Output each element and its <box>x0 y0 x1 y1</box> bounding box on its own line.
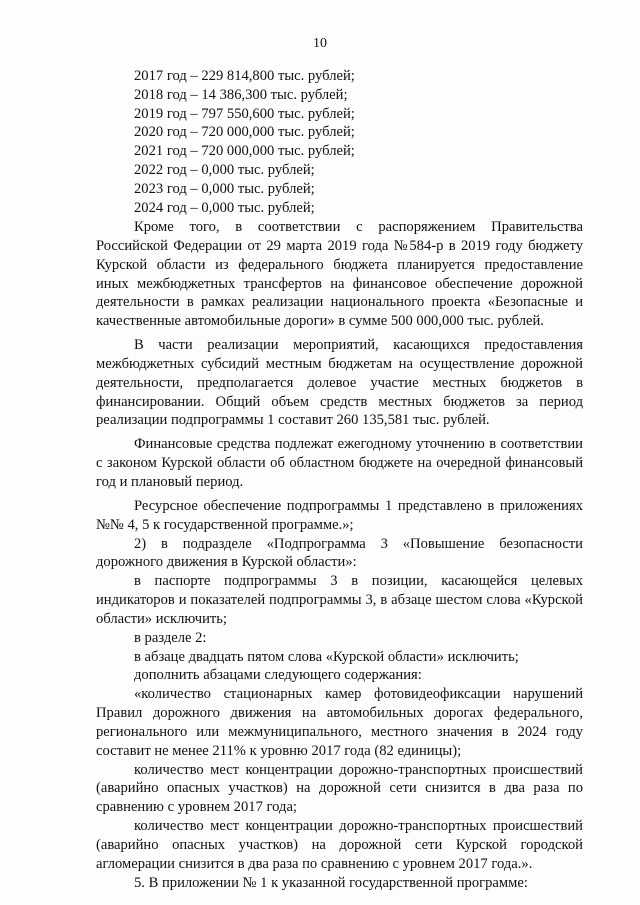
year-line: 2021 год – 720 000,000 тыс. рублей; <box>134 143 355 160</box>
year-line: 2024 год – 0,000 тыс. рублей; <box>134 199 315 216</box>
funding-by-year-list <box>134 67 355 217</box>
paragraph: в паспорте подпрограммы 3 в позиции, касающейся целевых индикаторов и показателей подпрограммы 3, в абзаце шестом слова «Курской области» исключить; <box>96 573 583 627</box>
year-line: 2017 год – 229 814,800 тыс. рублей; <box>134 68 355 84</box>
paragraph: 2) в подразделе «Подпрограмма 3 «Повышение безопасности дорожного движения в Курской области»: <box>96 535 583 571</box>
year-line: 2023 год – 0,000 тыс. рублей; <box>134 180 315 197</box>
paragraph: «количество стационарных камер фотовидеофиксации нарушений Правил дорожного движения на автомобильных дорогах федерального, регионального или межмуниципального, местного значения в 2024 году составит не менее 211% к уровню 2017 года (82 единицы); <box>96 686 583 759</box>
paragraph: дополнить абзацами следующего содержания: <box>134 667 422 684</box>
paragraph: в разделе 2: <box>134 629 207 646</box>
paragraph: Финансовые средства подлежат ежегодному уточнению в соответствии с законом Курской области об областном бюджете на очередной финансовый год и плановый период. <box>96 436 583 490</box>
paragraph: в абзаце двадцать пятом слова «Курской области» исключить; <box>134 648 519 665</box>
page-number: 10 <box>313 36 327 51</box>
year-line: 2018 год – 14 386,300 тыс. рублей; <box>134 86 348 103</box>
document-body <box>96 218 583 893</box>
paragraph: количество мест концентрации дорожно-транспортных происшествий (аварийно опасных участков) на дорожной сети Курской городской агломерации снизится в два раза по сравнению с уровнем 2017 года.». <box>96 818 583 872</box>
paragraph: В части реализации мероприятий, касающихся предоставления межбюджетных субсидий местным бюджетам на осуществление дорожной деятельности, предполагается долевое участие местных бюджетов в финансировании. Общий объем средств местных бюджетов за период реализации подпрограммы 1 составит 260 135,581 тыс. рублей. <box>96 337 583 429</box>
year-line: 2020 год – 720 000,000 тыс. рублей; <box>134 124 355 141</box>
paragraph: Кроме того, в соответствии с распоряжением Правительства Российской Федерации от 29 марта 2019 года №584-р в 2019 году бюджету Курской области из федерального бюджета планируется предоставление иных межбюджетных трансфертов на финансовое обеспечение дорожной деятельности в рамках реализации национального проекта «Безопасные и качественные автомобильные дороги» в сумме 500 000,000 тыс. рублей. <box>96 219 583 330</box>
paragraph: количество мест концентрации дорожно-транспортных происшествий (аварийно опасных участков) на дорожной сети снизится в два раза по сравнению с уровнем 2017 года; <box>96 761 583 816</box>
paragraph: 5. В приложении № 1 к указанной государственной программе: <box>134 874 528 891</box>
year-line: 2022 год – 0,000 тыс. рублей; <box>134 161 315 178</box>
paragraph: Ресурсное обеспечение подпрограммы 1 представлено в приложениях №№ 4, 5 к государственной программе.»; <box>96 497 583 533</box>
year-line: 2019 год – 797 550,600 тыс. рублей; <box>134 105 355 122</box>
